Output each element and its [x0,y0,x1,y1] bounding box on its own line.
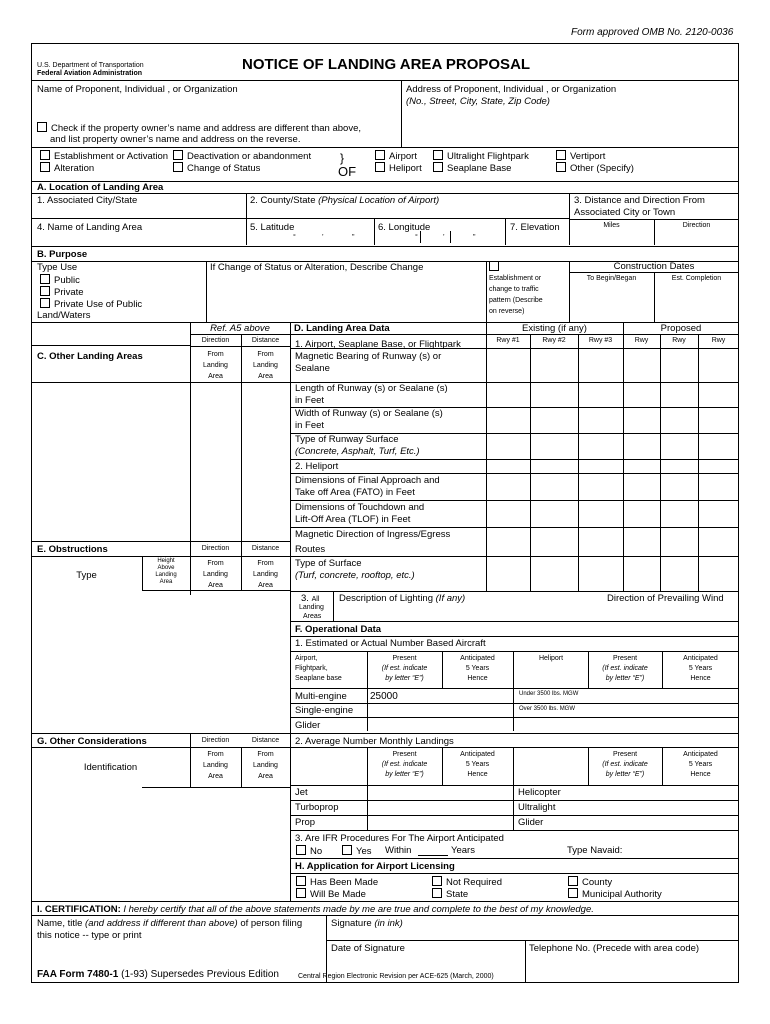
heliport-checkbox[interactable]: Heliport [375,162,422,175]
g-from-1: From [207,751,224,758]
f1-est-3: (If est. indicate [602,665,648,672]
certification-text: I. CERTIFICATION: I hereby certify that all of the above statements made by me are true and complete to the best of my knowledge. [37,904,594,915]
distance-label-2: Associated City or Town [574,207,676,218]
rule [142,787,291,788]
e-direction-header: Direction [201,545,230,552]
lon-sec: " [473,234,476,241]
f1-est-1: (If est. indicate [381,665,428,672]
f1-anticipated: Anticipated [460,655,495,662]
turboprop-label: Turboprop [295,802,339,813]
f1-present: Present [392,655,417,662]
owner-check[interactable]: Check if the property owner’s name and address are different than above, [37,122,361,135]
rule [31,345,191,346]
f2-hence-2: Hence [690,771,711,778]
heli-surface-label: Type of Surface [295,558,362,569]
checkbox[interactable] [173,150,183,160]
g-distance-header: Distance [251,737,280,744]
rule [31,556,739,557]
seaplane-checkbox[interactable]: Seaplane Base [433,162,511,175]
checkbox[interactable] [40,150,50,160]
other-checkbox[interactable]: Other (Specify) [556,162,634,175]
deactivation-checkbox[interactable]: Deactivation or abandonment [173,150,311,163]
rule [31,80,739,81]
completion-label: Est. Completion [671,275,722,282]
within-label: Within [385,845,412,856]
checkbox[interactable] [568,876,578,886]
municipal-checkbox[interactable]: Municipal Authority [568,888,662,901]
associated-city-label: 1. Associated City/State [37,195,138,206]
rule [367,651,368,731]
rule [486,261,487,322]
rule [505,219,506,245]
rwy3-header: Rwy #3 [588,337,613,344]
rule [450,231,451,243]
rule [206,261,207,322]
owner-check-line2: and list property owner’s name and address on the reverse. [50,134,301,145]
under-mgw-label: Under 3500 lbs. MGW [519,691,579,697]
c-landing-2: Landing [253,362,278,369]
checkbox[interactable] [432,888,442,898]
checkbox[interactable] [375,162,385,172]
checkbox[interactable] [40,286,50,296]
rwy-header-1: Rwy [634,337,649,344]
helicopter-label: Helicopter [518,787,561,798]
public-checkbox[interactable]: Public [40,274,80,287]
within-line [418,855,448,856]
c-area-1: Area [208,373,223,380]
rule [486,322,487,591]
c-from-2: From [257,351,274,358]
establishment-change-checkbox[interactable] [489,261,503,274]
ingress-label: Magnetic Direction of Ingress/Egress [295,529,451,540]
f1-anticipated-2: Anticipated [683,655,718,662]
county-checkbox[interactable]: County [568,876,612,889]
change-status-checkbox[interactable]: Change of Status [173,162,260,175]
lat-sec: " [352,234,355,241]
multi-engine-label: Multi-engine [295,691,347,702]
date-signature-label: Date of Signature [331,943,405,954]
type-print-label: this notice -- type or print [37,930,142,941]
over-mgw-label: Over 3500 lbs. MGW [519,706,576,712]
rule [190,346,290,347]
tlof-label-2: Lift-Off Area (TLOF) in Feet [295,514,411,525]
rule [31,901,739,902]
checkbox[interactable] [40,274,50,284]
c-from-1: From [207,351,224,358]
state-checkbox[interactable]: State [432,888,468,901]
section-a-title: A. Location of Landing Area [37,182,164,193]
c-distance-header: Distance [251,337,280,344]
heliport-label: 2. Heliport [295,461,339,472]
rule [290,703,739,704]
checkbox[interactable] [556,150,566,160]
rule [290,636,739,637]
rule [31,147,739,148]
c-area-2: Area [258,373,273,380]
years-label: Years [451,845,475,856]
rule [401,80,402,147]
checkbox[interactable] [296,888,306,898]
land-waters-label: Land/Waters [37,310,91,321]
f2-hence: Hence [467,771,488,778]
longitude-label: 6. Longitude [378,222,431,233]
section-b-title: B. Purpose [37,249,88,260]
rwy1-header: Rwy #1 [496,337,520,344]
rule [290,800,739,801]
single-engine-label: Single-engine [295,705,354,716]
rule [31,541,291,542]
of-label: OF [338,164,357,179]
checkbox[interactable] [556,162,566,172]
construction-dates-label: Construction Dates [613,261,695,272]
rule [290,500,739,501]
rule [290,473,739,474]
navaid-label: Type Navaid: [567,845,623,856]
glider-label-2: Glider [518,817,544,828]
section-e-title: E. Obstructions [37,544,108,555]
heli-surface-hint: (Turf, concrete, rooftop, etc.) [295,570,415,581]
e-landing-1: Landing [203,571,228,578]
checkbox[interactable] [433,150,443,160]
ifr-no-checkbox[interactable]: No [296,845,322,858]
f1-hence-2: Hence [690,675,711,682]
rule [190,733,191,787]
runway-width-label-2: in Feet [295,420,325,431]
lighting-label: Description of Lighting (If any) [339,593,466,604]
rule [290,858,739,859]
f1-years-2: 5 Years [688,665,713,672]
fato-label-2: Take off Area (FATO) in Feet [295,487,415,498]
rule [142,590,291,591]
change-describe-label: If Change of Status or Alteration, Describe Change [210,262,424,273]
prevailing-wind-label: Direction of Prevailing Wind [607,593,724,604]
jet-label: Jet [295,787,308,798]
rule [190,322,191,595]
rule [660,334,661,591]
ref-a5-label: Ref. A5 above [210,323,270,334]
ifr-yes-checkbox[interactable]: Yes [342,845,372,858]
rule [290,459,739,460]
checkbox[interactable] [375,150,385,160]
e-landing-2: Landing [253,571,278,578]
rule [513,747,514,830]
section-c-title: C. Other Landing Areas [37,351,143,362]
f1-est-4: by letter “E”) [605,675,645,682]
glider-label: Glider [295,720,321,731]
will-be-checkbox[interactable]: Will Be Made [296,888,366,901]
rule [31,193,739,194]
alteration-checkbox[interactable]: Alteration [40,162,94,175]
rule [442,651,443,688]
faa-label: Federal Aviation Administration [37,70,143,77]
checkbox[interactable] [342,845,352,855]
rule [290,688,739,689]
county-label: 2. County/State (Physical Location of Airport) [250,195,440,206]
name-title-label: Name, title (and address if different than above) of person filing [37,918,303,929]
landing-area-name-label: 4. Name of Landing Area [37,222,143,233]
vertiport-checkbox[interactable]: Vertiport [556,150,605,163]
establishment-note-3: pattern (Describe [489,297,543,304]
checkbox[interactable] [296,876,306,886]
f1-heliport: Heliport [538,655,564,662]
runway-length-label-2: in Feet [295,395,325,406]
rule [31,246,739,247]
not-required-checkbox[interactable]: Not Required [432,876,502,889]
g-direction-header: Direction [201,737,230,744]
rule [290,322,291,902]
dept-label: U.S. Department of Transportation [37,62,144,69]
f2-est-3: (If est. indicate [602,761,648,768]
rule [31,915,739,916]
direction-label: Direction [682,222,711,229]
f2-anticipated: Anticipated [460,751,495,758]
height-label-1: Height [157,558,175,564]
begin-label: To Begin/Began [586,275,637,282]
has-been-checkbox[interactable]: Has Been Made [296,876,378,889]
omb-number: Form approved OMB No. 2120-0036 [571,27,734,38]
rule [290,873,739,874]
latitude-label: 5. Latitude [250,222,295,233]
lat-min: ’ [322,234,324,241]
lat-deg: ° [293,234,296,241]
g-landing-2: Landing [253,762,278,769]
rule [326,940,739,941]
rule [623,322,624,591]
rule [374,219,375,245]
rule [513,651,514,731]
rule [290,591,739,592]
f2-years: 5 Years [465,761,490,768]
establishment-note-1: Establishment or [489,275,542,282]
rule [290,717,739,718]
form-title: NOTICE OF LANDING AREA PROPOSAL [242,56,531,73]
f2-est-1: (If est. indicate [381,761,428,768]
e-area-2: Area [258,582,273,589]
checkbox[interactable] [173,162,183,172]
rule [290,348,739,349]
f1-hence: Hence [467,675,488,682]
all-areas-landing: Landing [299,604,324,611]
runway-surface-hint: (Concrete, Asphalt, Turf, Etc.) [295,446,420,457]
e-from-2: From [257,560,274,567]
establishment-checkbox[interactable]: Establishment or Activation [40,150,168,163]
distance-label: 3. Distance and Direction From [574,195,705,206]
rule [588,651,589,688]
checkbox[interactable] [37,122,47,132]
brace: } [340,151,345,165]
proponent-name-label: Name of Proponent, Individual , or Organization [37,84,238,95]
signature-label: Signature (in ink) [331,918,403,929]
f2-est-2: by letter “E”) [385,771,424,778]
f-item2: 2. Average Number Monthly Landings [295,736,454,747]
elevation-label: 7. Elevation [510,222,560,233]
rule [31,733,739,734]
rwy-header-2: Rwy [672,337,686,344]
checkbox[interactable] [40,162,50,172]
rule [290,785,739,786]
ultralight-label: Ultralight [518,802,556,813]
rule [420,231,421,243]
runway-length-label: Length of Runway (s) or Sealane (s) [295,383,448,394]
fato-label: Dimensions of Final Approach and [295,475,440,486]
rule [442,747,443,785]
establishment-note-2: change to traffic [489,286,539,293]
height-label-2: Above [157,565,175,571]
private-checkbox[interactable]: Private [40,286,84,299]
e-from-1: From [207,560,224,567]
rule [290,830,739,831]
rule [530,334,531,591]
d-item1: 1. Airport, Seaplane Base, or Flightpark [295,339,461,350]
telephone-label: Telephone No. (Precede with area code) [529,943,700,954]
rule [578,334,579,591]
rule [290,651,739,652]
f1-present-2: Present [612,655,638,662]
g-from-2: From [257,751,274,758]
airport-checkbox[interactable]: Airport [375,150,417,163]
identification-label: Identification [83,762,138,773]
establishment-note-4: on reverse) [489,308,525,315]
rule [190,334,739,335]
f1-est-2: by letter “E”) [385,675,424,682]
airport-type-2: Flightpark, [295,665,328,672]
checkbox[interactable] [433,162,443,172]
proponent-address-label: Address of Proponent, Individual , or Organization [406,84,617,95]
f2-years-2: 5 Years [688,761,713,768]
height-label-3: Landing [155,572,177,578]
rule [241,334,242,590]
f-item1: 1. Estimated or Actual Number Based Aircraft [295,638,486,649]
tlof-label: Dimensions of Touchdown and [295,502,425,513]
rule [142,556,143,590]
f2-present: Present [392,751,417,758]
c-direction-header: Direction [201,337,230,344]
checkbox[interactable] [568,888,578,898]
all-areas-areas: Areas [303,613,322,620]
rule [698,334,699,591]
proposed-label: Proposed [660,323,702,334]
e-type-label: Type [76,570,97,581]
checkbox[interactable] [489,261,499,271]
rule [246,193,247,245]
e-area-1: Area [208,582,223,589]
e-distance-header: Distance [251,545,280,552]
c-landing-1: Landing [203,362,228,369]
rule [31,747,739,748]
rule [662,747,663,785]
g-area-2: Area [258,773,273,780]
lon-min: ’ [443,234,445,241]
rwy-header-3: Rwy [711,337,726,344]
rule [290,815,739,816]
existing-label: Existing (if any) [522,323,587,334]
form-number: FAA Form 7480-1 (1-93) Supersedes Previous Edition [37,969,279,980]
all-areas-num: 3. All [301,593,320,604]
f1-years: 5 Years [465,665,490,672]
section-g-title: G. Other Considerations [37,736,147,747]
type-use-label: Type Use [37,262,78,273]
proponent-address-hint: (No., Street, City, State, Zip Code) [406,96,550,107]
rwy2-header: Rwy #2 [542,337,566,344]
multi-engine-value[interactable]: 25000 [370,691,398,702]
rule [525,940,526,983]
routes-label: Routes [295,544,326,555]
airport-type-1: Airport, [295,655,318,662]
magnetic-label: Magnetic Bearing of Runway (s) or [295,351,442,362]
rule [662,651,663,688]
rule [333,591,334,621]
revision-note: Central Region Electronic Revision per ACE-625 (March, 2000) [298,973,494,980]
checkbox[interactable] [432,876,442,886]
rule [290,621,739,622]
lon-deg: ° [415,234,418,241]
rule [588,747,589,785]
runway-width-label: Width of Runway (s) or Sealane (s) [295,408,443,419]
g-area-1: Area [208,773,223,780]
rule [31,218,570,219]
prop-label: Prop [295,817,316,828]
rule [290,527,739,528]
airport-type-3: Seaplane base [295,675,342,682]
runway-surface-label: Type of Runway Surface [295,434,399,445]
rule [241,747,242,787]
height-label-4: Area [159,579,173,585]
magnetic-label-2: Sealane [295,363,330,374]
section-f-title: F. Operational Data [295,624,382,635]
ultralight-checkbox[interactable]: Ultralight Flightpark [433,150,529,163]
section-d-title: D. Landing Area Data [294,323,390,334]
section-h-title: H. Application for Airport Licensing [295,861,455,872]
f2-est-4: by letter “E”) [605,771,645,778]
checkbox[interactable] [296,845,306,855]
f2-present-2: Present [612,751,638,758]
miles-label: Miles [603,222,620,229]
rule [367,747,368,830]
private-public-checkbox[interactable]: Private Use of Public [40,298,142,311]
g-landing-1: Landing [203,762,228,769]
f2-anticipated-2: Anticipated [683,751,718,758]
f-item3: 3. Are IFR Procedures For The Airport Anticipated [295,833,504,844]
checkbox[interactable] [40,298,50,308]
